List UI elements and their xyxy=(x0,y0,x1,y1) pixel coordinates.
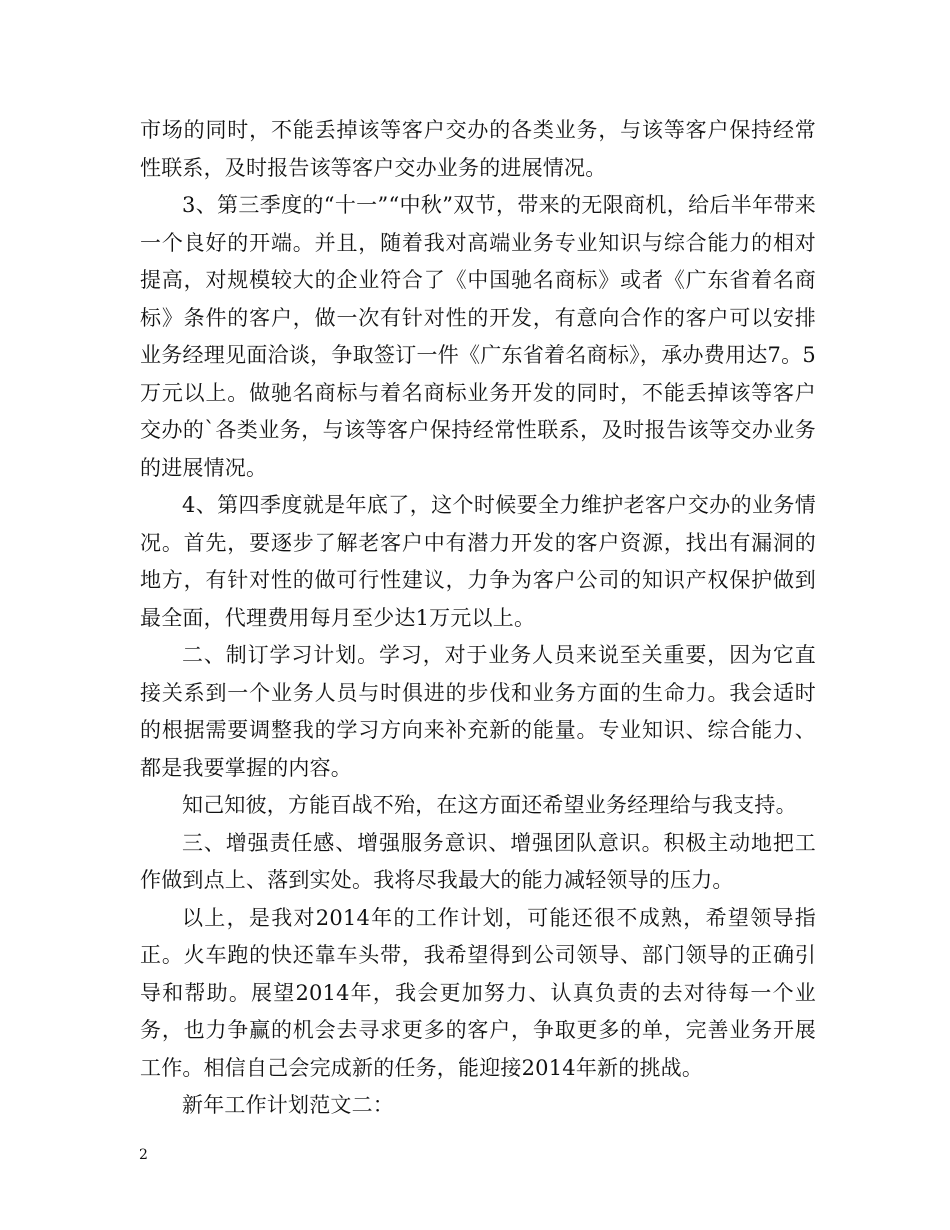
paragraph-continuation: 市场的同时，不能丢掉该等客户交办的各类业务，与该等客户保持经常性联系，及时报告该等客户交办业务的进展情况。 xyxy=(140,118,816,180)
paragraph-sample-two-heading: 新年工作计划范文二： xyxy=(182,1093,394,1117)
paragraph-responsibility: 三、增强责任感、增强服务意识、增强团队意识。积极主动地把工作做到点上、落到实处。我将尽我最大的能力减轻领导的压力。 xyxy=(140,830,816,892)
paragraph-q3-plan: 3、第三季度的“十一”“中秋”双节，带来的无限商机，给后半年带来一个良好的开端。并且，随着我对高端业务专业知识与综合能力的相对提高，对规模较大的企业符合了《中国驰名商标》或者《广东省着名商标》条件的客户，做一次有针对性的开发，有意向合作的客户可以安排业务经理见面洽谈，争取签订一件《广东省着名商标》，承办费用达7。5万元以上。做驰名商标与着名商标业务开发的同时，不能丢掉该等客户交办的`各类业务，与该等客户保持经常性联系，及时报告该等交办业务的进展情况。 xyxy=(140,193,816,480)
page-number: 2 xyxy=(139,1147,148,1163)
document-body xyxy=(140,112,816,1125)
paragraph-know-yourself: 知己知彼，方能百战不殆，在这方面还希望业务经理给与我支持。 xyxy=(182,793,797,817)
paragraph-study-plan: 二、制订学习计划。学习，对于业务人员来说至关重要，因为它直接关系到一个业务人员与时俱进的步伐和业务方面的生命力。我会适时的根据需要调整我的学习方向来补充新的能量。专业知识、综合能力、都是我要掌握的内容。 xyxy=(140,643,816,780)
paragraph-conclusion: 以上，是我对2014年的工作计划，可能还很不成熟，希望领导指正。火车跑的快还靠车头带，我希望得到公司领导、部门领导的正确引导和帮助。展望2014年，我会更加努力、认真负责的去对待每一个业务，也力争赢的机会去寻求更多的客户，争取更多的单，完善业务开展工作。相信自己会完成新的任务，能迎接2014年新的挑战。 xyxy=(140,905,816,1080)
paragraph-q4-plan: 4、第四季度就是年底了，这个时候要全力维护老客户交办的业务情况。首先，要逐步了解老客户中有潜力开发的客户资源，找出有漏洞的地方，有针对性的做可行性建议，力争为客户公司的知识产权保护做到最全面，代理费用每月至少达1万元以上。 xyxy=(140,493,816,630)
